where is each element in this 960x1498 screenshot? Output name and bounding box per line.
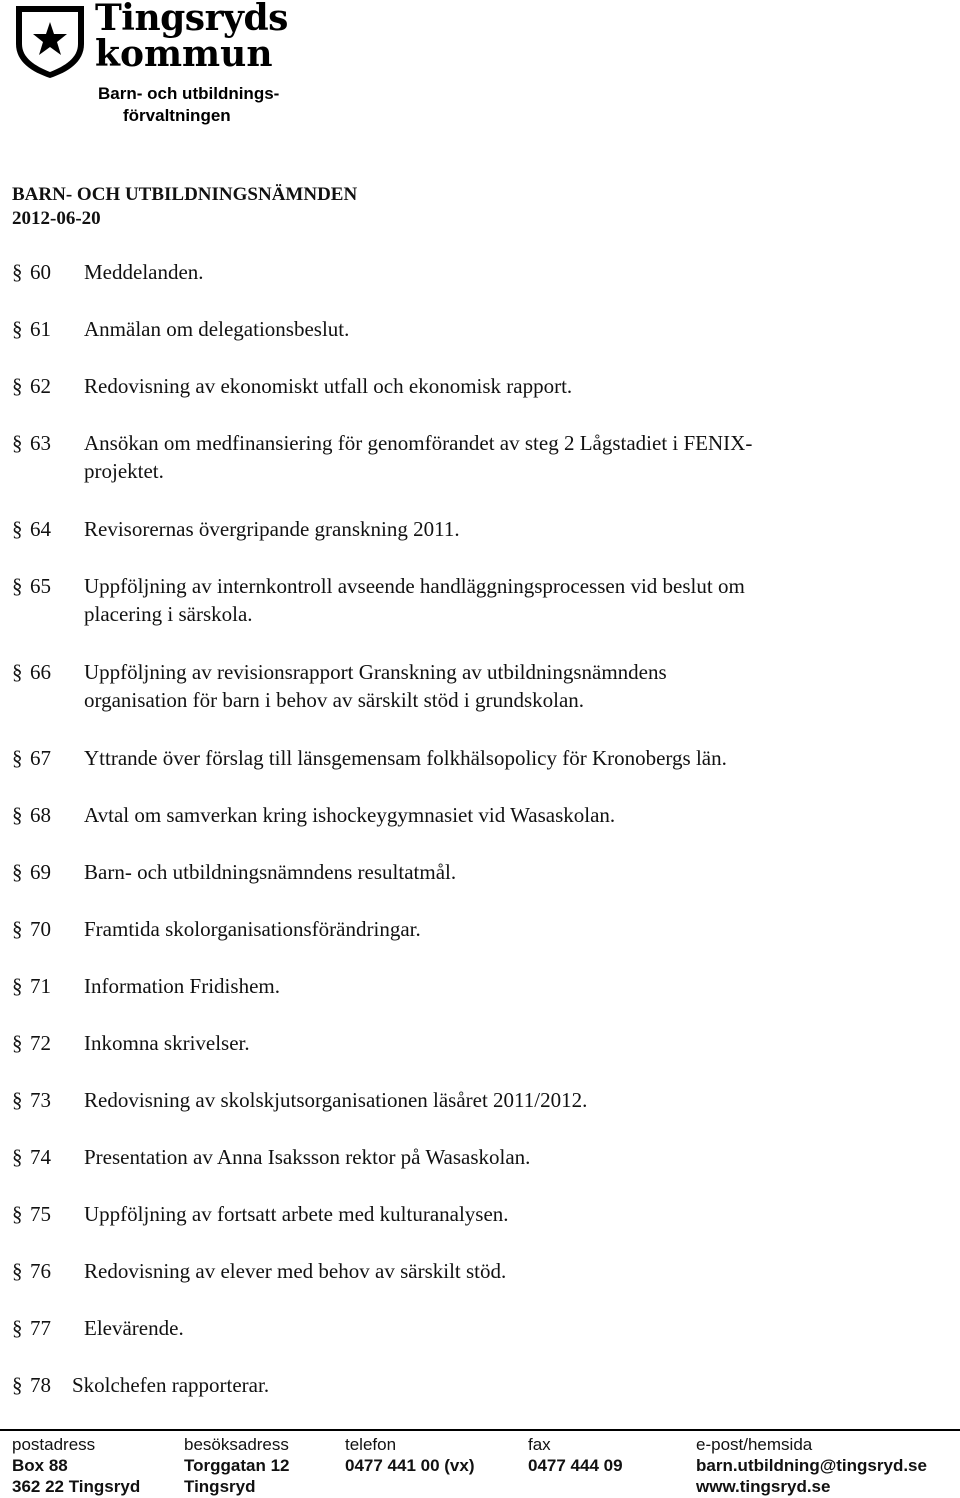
item-number: 73 [30, 1088, 51, 1112]
item-text: Redovisning av elever med behov av särskilt stöd. [84, 1259, 507, 1283]
footer-fax [528, 1434, 623, 1476]
footer-label: postadress [12, 1435, 96, 1454]
municipality-logo [12, 2, 312, 132]
logo-subtitle-line2: förvaltningen [123, 106, 231, 125]
footer-value: Tingsryd [184, 1477, 256, 1496]
section-symbol: § [12, 1259, 23, 1283]
section-symbol: § [12, 746, 23, 770]
footer-label: fax [528, 1435, 551, 1454]
item-text: Skolchefen rapporterar. [72, 1373, 270, 1397]
item-text: Ansökan om medfinansiering för genomförandet av steg 2 Lågstadiet i FENIX- projektet. [84, 431, 753, 483]
section-symbol: § [12, 1373, 23, 1397]
item-number: 70 [30, 917, 51, 941]
section-symbol: § [12, 1202, 23, 1226]
footer-value: 362 22 Tingsryd [12, 1477, 141, 1496]
footer-label: besöksadress [184, 1435, 289, 1454]
section-symbol: § [12, 860, 23, 884]
section-symbol: § [12, 431, 23, 455]
item-text: Redovisning av skolskjutsorganisationen läsåret 2011/2012. [84, 1088, 588, 1112]
email-link[interactable]: barn.utbildning@tingsryd.se [696, 1456, 927, 1475]
footer-label: e-post/hemsida [696, 1435, 813, 1454]
item-text: Anmälan om delegationsbeslut. [84, 317, 350, 341]
section-symbol: § [12, 917, 23, 941]
item-text: Redovisning av ekonomiskt utfall och ekonomisk rapport. [84, 374, 573, 398]
item-text: Presentation av Anna Isaksson rektor på Wasaskolan. [84, 1145, 531, 1169]
item-text: Uppföljning av fortsatt arbete med kulturanalysen. [84, 1202, 509, 1226]
footer-phone [345, 1434, 475, 1476]
footer-label: telefon [345, 1435, 397, 1454]
item-text: Information Fridishem. [84, 974, 280, 998]
footer-visiting-address [184, 1434, 289, 1497]
coat-of-arms-icon [12, 2, 88, 80]
meeting-date: 2012-06-20 [12, 208, 101, 229]
logo-name-line2: kommun [95, 33, 273, 75]
section-symbol: § [12, 260, 23, 284]
item-number: 71 [30, 974, 51, 998]
item-text: Meddelanden. [84, 260, 204, 284]
section-symbol: § [12, 1031, 23, 1055]
item-text: Yttrande över förslag till länsgemensam folkhälsopolicy för Kronobergs län. [84, 746, 727, 770]
section-symbol: § [12, 1145, 23, 1169]
section-symbol: § [12, 660, 23, 684]
footer-postal-address [12, 1434, 140, 1497]
item-number: 63 [30, 431, 51, 455]
item-number: 64 [30, 517, 51, 541]
item-number: 75 [30, 1202, 51, 1226]
section-symbol: § [12, 1316, 23, 1340]
item-text: Revisorernas övergripande granskning 2011. [84, 517, 460, 541]
item-text: Barn- och utbildningsnämndens resultatmål. [84, 860, 457, 884]
item-number: 77 [30, 1316, 51, 1340]
item-number: 69 [30, 860, 51, 884]
item-number: 67 [30, 746, 51, 770]
contact-footer [0, 1429, 960, 1498]
item-number: 62 [30, 374, 51, 398]
item-number: 72 [30, 1031, 51, 1055]
item-text: Uppföljning av internkontroll avseende handläggningsprocessen vid beslut om placering i särskola. [84, 574, 745, 626]
section-symbol: § [12, 803, 23, 827]
item-number: 78 [30, 1373, 51, 1397]
footer-value: 0477 444 09 [528, 1456, 623, 1475]
section-symbol: § [12, 517, 23, 541]
footer-value: 0477 441 00 (vx) [345, 1456, 475, 1475]
footer-value: Torggatan 12 [184, 1456, 290, 1475]
item-number: 76 [30, 1259, 51, 1283]
section-symbol: § [12, 574, 23, 598]
item-number: 74 [30, 1145, 51, 1169]
item-text: Inkomna skrivelser. [84, 1031, 250, 1055]
item-text: Elevärende. [84, 1316, 184, 1340]
item-text: Framtida skolorganisationsförändringar. [84, 917, 421, 941]
item-number: 61 [30, 317, 51, 341]
footer-email-website [696, 1434, 927, 1497]
committee-title: BARN- OCH UTBILDNINGSNÄMNDEN [12, 184, 358, 205]
website-link[interactable]: www.tingsryd.se [696, 1477, 831, 1496]
item-number: 60 [30, 260, 51, 284]
footer-value: Box 88 [12, 1456, 68, 1475]
logo-name-line1: Tingsryds [95, 0, 288, 39]
section-symbol: § [12, 317, 23, 341]
item-number: 65 [30, 574, 51, 598]
item-text: Avtal om samverkan kring ishockeygymnasiet vid Wasaskolan. [84, 803, 616, 827]
section-symbol: § [12, 1088, 23, 1112]
item-number: 68 [30, 803, 51, 827]
section-symbol: § [12, 974, 23, 998]
item-text: Uppföljning av revisionsrapport Granskning av utbildningsnämndens organisation för barn i behov av särskilt stöd i grundskolan. [84, 660, 667, 712]
logo-subtitle-line1: Barn- och utbildnings- [98, 84, 280, 103]
document-header [12, 183, 357, 231]
item-number: 66 [30, 660, 51, 684]
section-symbol: § [12, 374, 23, 398]
